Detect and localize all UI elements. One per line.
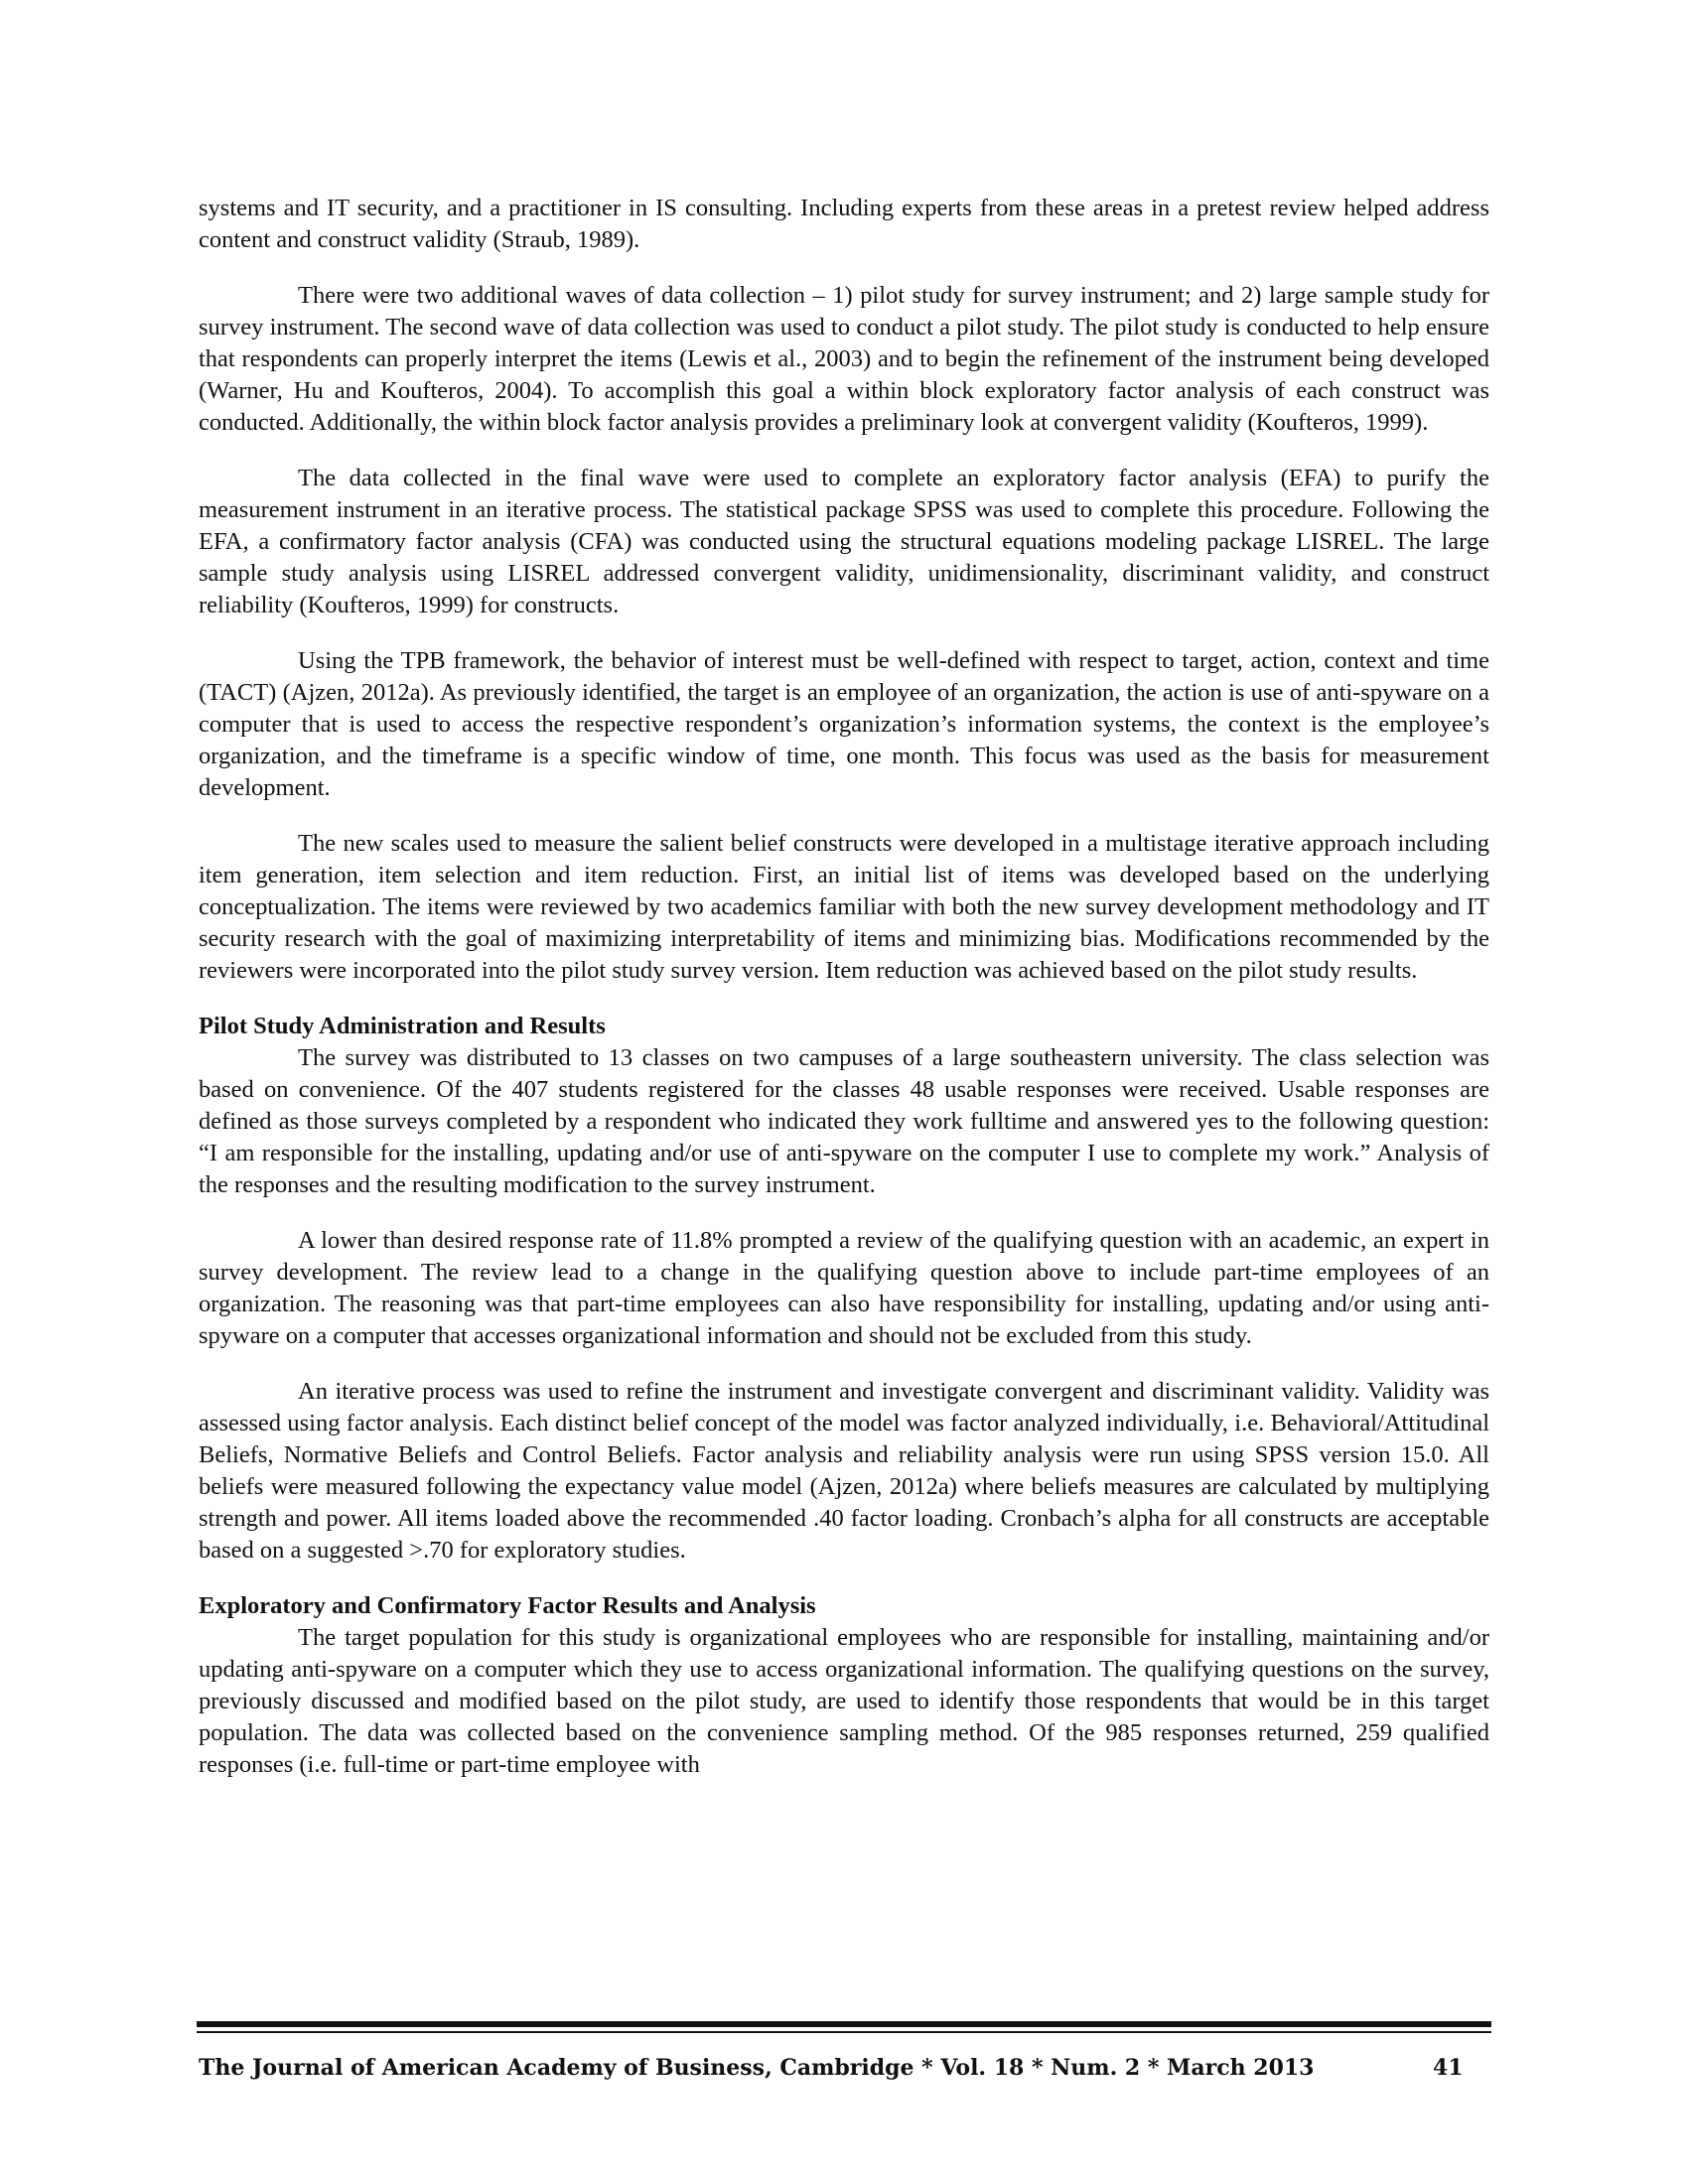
body-paragraph: The target population for this study is organizational employees who are responsible for installing, maintaining and/or updating anti-spyware on a computer which they use to access organizational information. The qualifying questions on the survey, previously discussed and modified based on the pilot study, are used to identify those respondents that would be in this target population. The data was collected based on the convenience sampling method. Of the 985 responses returned, 259 qualified responses (i.e. full-time or part-time employee with (199, 1624, 1489, 1778)
body-paragraph: The new scales used to measure the salient belief constructs were developed in a multistage iterative approach including item generation, item selection and item reduction. First, an initial list of items was developed based on the underlying conceptualization. The items were reviewed by two academics familiar with both the new survey development methodology and IT security research with the goal of maximizing interpretability of items and minimizing bias. Modifications recommended by the reviewers were incorporated into the pilot study survey version. Item reduction was achieved based on the pilot study results. (199, 830, 1489, 984)
page-number: 41 (1433, 2055, 1464, 2081)
body-paragraph: The data collected in the final wave were used to complete an exploratory factor analysis (EFA) to purify the measurement instrument in an iterative process. The statistical package SPSS was used to complete this procedure. Following the EFA, a confirmatory factor analysis (CFA) was conducted using the structural equations modeling package LISREL. The large sample study analysis using LISREL addressed convergent validity, unidimensionality, discriminant validity, and construct reliability (Koufteros, 1999) for constructs. (199, 465, 1489, 618)
journal-citation: The Journal of American Academy of Business, Cambridge * Vol. 18 * Num. 2 * March 2013 (199, 2055, 1315, 2081)
page-body (199, 193, 1489, 1805)
section-heading-pilot-study: Pilot Study Administration and Results (199, 1013, 606, 1039)
body-paragraph: A lower than desired response rate of 11.8% prompted a review of the qualifying question with an academic, an expert in survey development. The review lead to a change in the qualifying question above to include part-time employees of an organization. The reasoning was that part-time employees can also have responsibility for installing, updating and/or using anti-spyware on a computer that accesses organizational information and should not be excluded from this study. (199, 1227, 1489, 1349)
body-paragraph: systems and IT security, and a practitioner in IS consulting. Including experts from these areas in a pretest review helped address content and construct validity (Straub, 1989). (199, 195, 1489, 253)
section-heading-factor-results: Exploratory and Confirmatory Factor Results and Analysis (199, 1592, 816, 1619)
footer-rule-thin (197, 2031, 1491, 2033)
body-paragraph: An iterative process was used to refine the instrument and investigate convergent and discriminant validity. Validity was assessed using factor analysis. Each distinct belief concept of the model was factor analyzed individually, i.e. Behavioral/Attitudinal Beliefs, Normative Beliefs and Control Beliefs. Factor analysis and reliability analysis were run using SPSS version 15.0. All beliefs were measured following the expectancy value model (Ajzen, 2012a) where beliefs measures are calculated by multiplying strength and power. All items loaded above the recommended .40 factor loading. Cronbach’s alpha for all constructs are acceptable based on a suggested >.70 for exploratory studies. (199, 1378, 1489, 1564)
body-paragraph: The survey was distributed to 13 classes on two campuses of a large southeastern university. The class selection was based on convenience. Of the 407 students registered for the classes 48 usable responses were received. Usable responses are defined as those surveys completed by a respondent who indicated they work fulltime and answered yes to the following question: “I am responsible for the installing, updating and/or use of anti-spyware on the computer I use to complete my work.” Analysis of the responses and the resulting modification to the survey instrument. (199, 1044, 1489, 1198)
footer-rule-thick (197, 2021, 1491, 2027)
body-paragraph: There were two additional waves of data collection – 1) pilot study for survey instrument; and 2) large sample study for survey instrument. The second wave of data collection was used to conduct a pilot study. The pilot study is conducted to help ensure that respondents can properly interpret the items (Lewis et al., 2003) and to begin the refinement of the instrument being developed (Warner, Hu and Koufteros, 2004). To accomplish this goal a within block exploratory factor analysis of each construct was conducted. Additionally, the within block factor analysis provides a preliminary look at convergent validity (Koufteros, 1999). (199, 282, 1489, 436)
body-paragraph: Using the TPB framework, the behavior of interest must be well-defined with respect to target, action, context and time (TACT) (Ajzen, 2012a). As previously identified, the target is an employee of an organization, the action is use of anti-spyware on a computer that is used to access the respective respondent’s organization’s information systems, the context is the employee’s organization, and the timeframe is a specific window of time, one month. This focus was used as the basis for measurement development. (199, 647, 1489, 801)
